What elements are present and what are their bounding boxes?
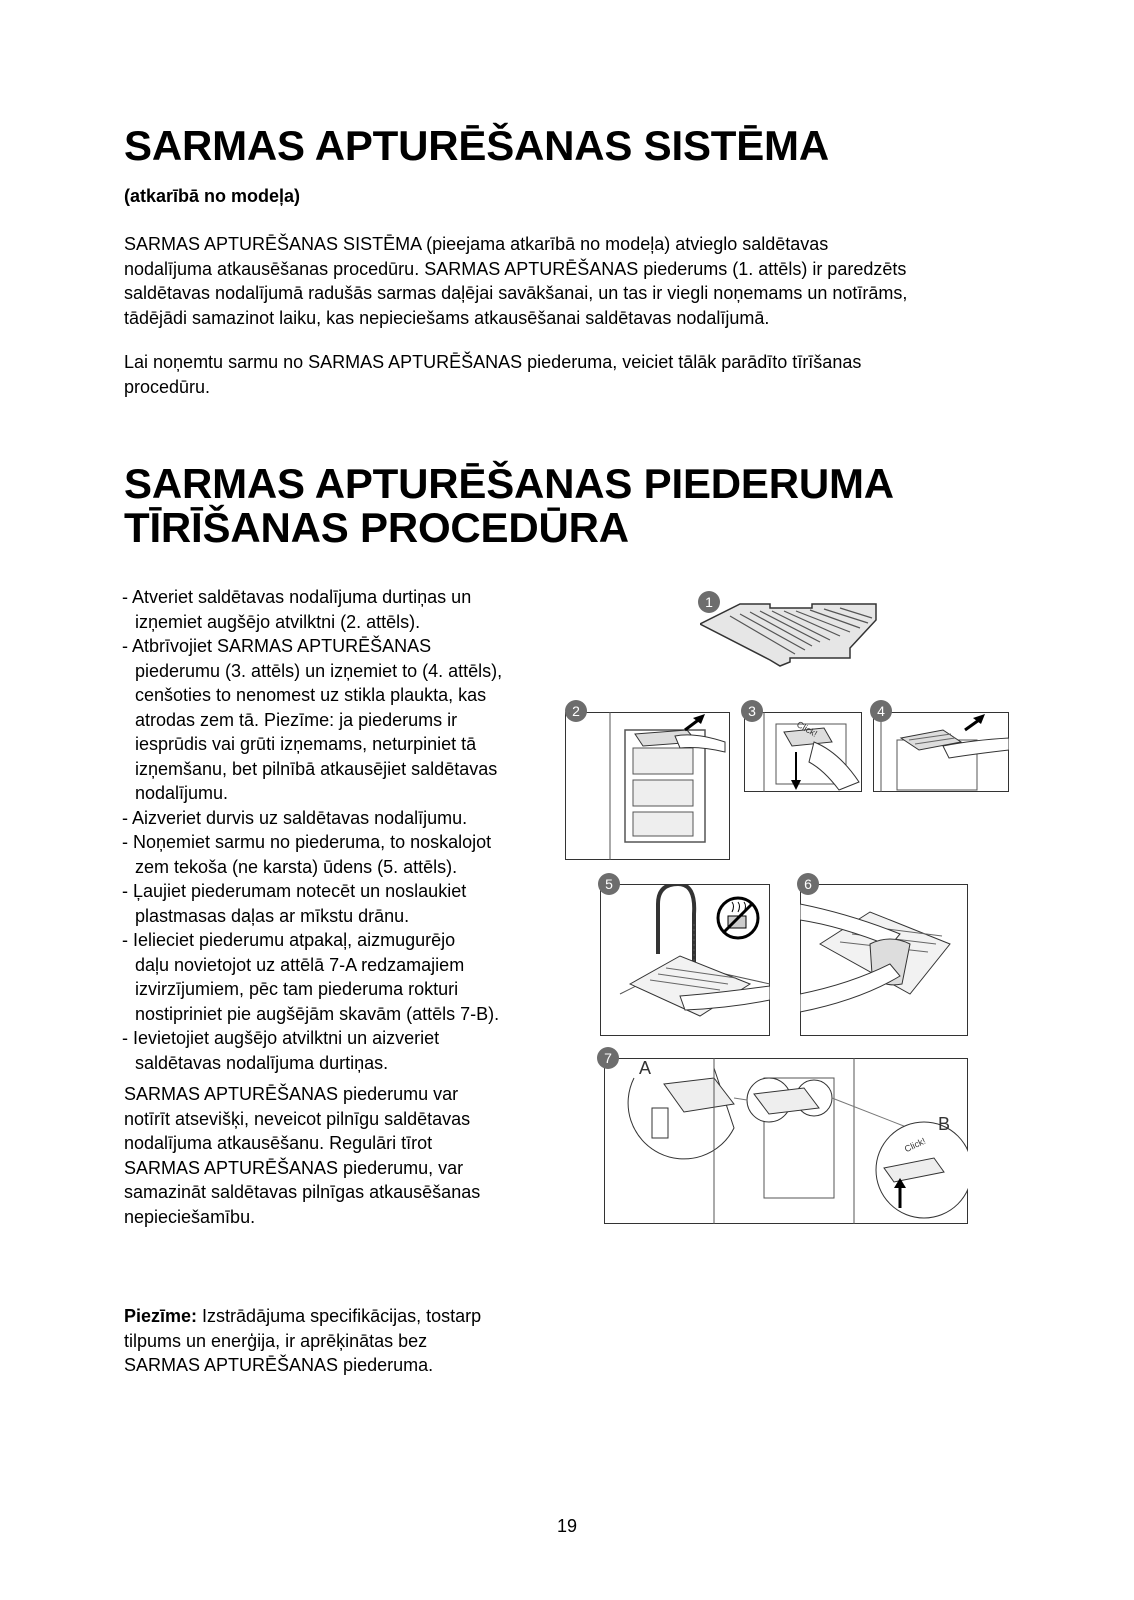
text-line: Lai noņemtu sarmu no SARMAS APTURĒŠANAS piederuma, veiciet tālāk parādīto tīrīšanas (124, 352, 862, 372)
figure-number-badge: 5 (598, 873, 620, 895)
section1-paragraph-2 (124, 350, 861, 399)
click-label: Click! (902, 1135, 928, 1155)
step-item: - Atbrīvojiet SARMAS APTURĒŠANAS piederumu (3. attēls) un izņemiet to (4. attēls), cenšoties to nenomest uz stikla plaukta, kas atrodas zem tā. Piezīme: ja piederums ir iesprūdis vai grūti izņemams, neturpiniet tā izņemšanu, bet pilnībā atkausējiet saldētavas nodalījumu. (122, 636, 503, 803)
section2-paragraph: SARMAS APTURĒŠANAS piederumu var notīrīt atsevišķi, neveicot pilnīgu saldētavas nodalījuma atkausēšanu. Regulāri tīrot SARMAS APTURĒŠANAS piederumu, var samazināt saldētavas pilnīgas atkausēšanas nepieciešamību. (124, 1084, 481, 1227)
note-label: Piezīme: (124, 1306, 198, 1326)
figure-number-badge: 2 (565, 700, 587, 722)
figure-4-remove-accessory (873, 712, 1009, 792)
figure-number-badge: 7 (597, 1047, 619, 1069)
title-line: SARMAS APTURĒŠANAS PIEDERUMA (124, 460, 894, 507)
step-item: - Atveriet saldētavas nodalījuma durtiņas un izņemiet augšējo atvilktni (2. attēls). (122, 587, 472, 632)
section1-title: SARMAS APTURĒŠANAS SISTĒMA (124, 122, 829, 169)
click-label: Click! (794, 719, 820, 739)
page-number: 19 (556, 1516, 578, 1536)
figure-number-badge: 3 (741, 700, 763, 722)
figure-5-rinse-under-tap (600, 884, 770, 1036)
figure-number-badge: 6 (797, 873, 819, 895)
section1-paragraph-1 (124, 232, 907, 330)
text-line: nodalījuma atkausēšanas procedūru. SARMAS APTURĒŠANAS piederums (1. attēls) ir paredzēts (124, 258, 907, 279)
step-item: - Ļaujiet piederumam notecēt un noslaukiet plastmasas daļas ar mīkstu drānu. (122, 881, 467, 926)
figure-1-tray-illustration (700, 596, 890, 676)
figure-6-wipe-dry (800, 884, 968, 1036)
figure-number-badge: 1 (698, 591, 720, 613)
text-line: saldētavas nodalījumā radušās sarmas daļējai savākšanai, un tas ir viegli noņemams un notīrāms, (124, 283, 908, 303)
figure-7-label-b: B (938, 1114, 951, 1134)
text-line: tādējādi samazinot laiku, kas nepieciešams atkausēšanai saldētavas nodalījumā. (124, 307, 770, 328)
figure-7-label-a: A (639, 1058, 652, 1078)
title-line: TĪRĪŠANAS PROCEDŪRA (124, 504, 629, 551)
figure-number-badge: 4 (870, 700, 892, 722)
figure-2-open-drawer (565, 712, 730, 860)
section2-title (124, 462, 894, 550)
step-item: - Aizveriet durvis uz saldētavas nodalījumu. (122, 807, 468, 828)
figure-3-release-accessory (744, 712, 862, 792)
step-item: - Ielieciet piederumu atpakaļ, aizmugurējo daļu novietojot uz attēlā 7-A redzamajiem izvirzījumiem, pēc tam piederuma rokturi nostipriniet pie augšējām skavām (attēls 7-B). (122, 930, 500, 1024)
step-item: - Ievietojiet augšējo atvilktni un aizveriet saldētavas nodalījuma durtiņas. (122, 1028, 440, 1073)
step-list (122, 585, 562, 1075)
step-item: - Noņemiet sarmu no piederuma, to noskalojot zem tekoša (ne karsta) ūdens (5. attēls). (122, 832, 492, 877)
note-paragraph: Piezīme: Izstrādājuma specifikācijas, tostarp tilpums un enerģija, ir aprēķinātas bez SARMAS APTURĒŠANAS piederuma. (124, 1306, 482, 1375)
section1-subtitle: (atkarībā no modeļa) (124, 186, 301, 206)
text-line: SARMAS APTURĒŠANAS SISTĒMA (pieejama atkarībā no modeļa) atvieglo saldētavas (124, 234, 829, 254)
text-line: procedūru. (124, 376, 211, 397)
note-text: Izstrādājuma specifikācijas, tostarp (202, 1306, 482, 1326)
